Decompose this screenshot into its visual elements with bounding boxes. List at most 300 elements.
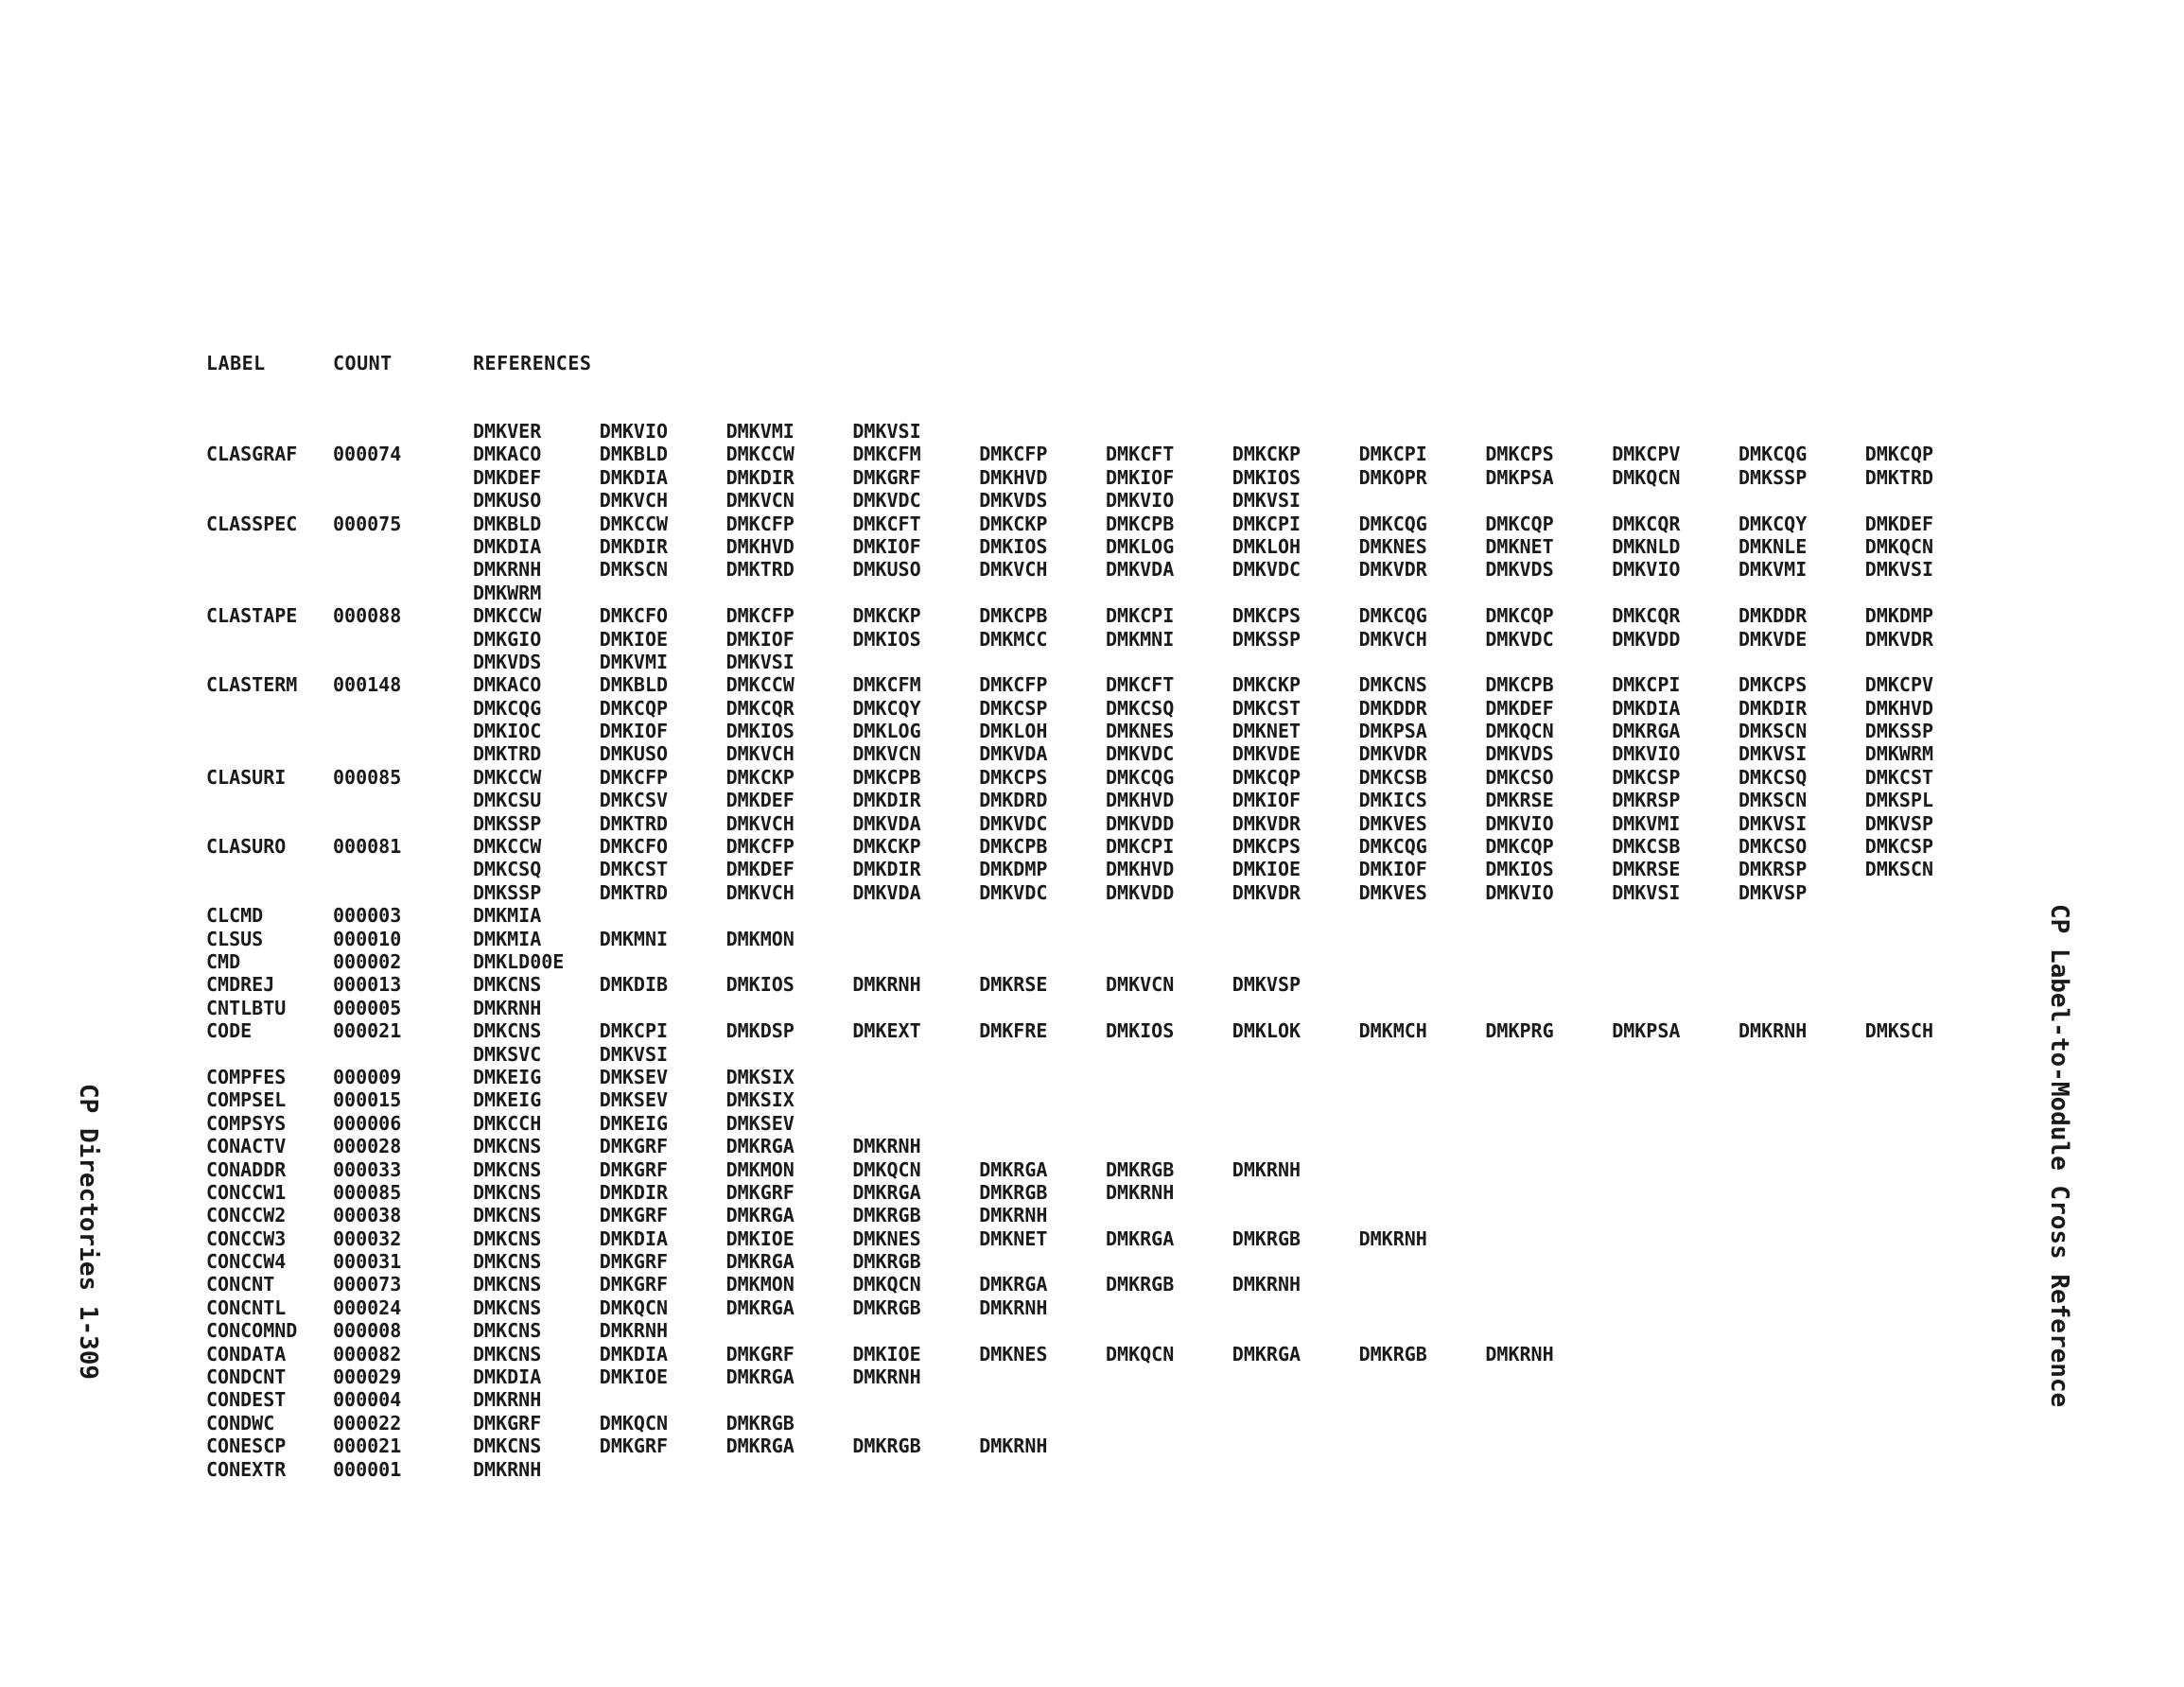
row-reference: DMKCQG [1358,604,1427,628]
row-reference: DMKIOS [1485,858,1554,881]
row-count: 000021 [333,1019,402,1043]
header-label: LABEL [206,352,266,374]
row-reference: DMKQCN [599,1411,669,1435]
row-reference: DMKDIR [599,534,669,558]
row-reference: DMKRNH [599,1319,669,1343]
row-reference: DMKIOF [599,720,669,743]
row-reference: DMKIOE [725,1226,795,1250]
row-label: CLASGRAF [206,443,298,466]
cross-reference-table [206,420,1984,1481]
table-row [206,1412,1984,1435]
row-reference: DMKSSP [1232,627,1302,651]
row-reference: DMKCFM [852,673,921,697]
side-title-right: CP Label-to-Module Cross Reference [2045,904,2073,1408]
row-label: CLASURI [206,765,287,789]
row-reference: DMKVDR [1358,742,1427,766]
row-label: COMPFES [206,1065,287,1088]
row-reference: DMKCFT [1106,673,1175,697]
row-reference: DMKRNH [1232,1157,1302,1181]
row-reference: DMKIOS [725,973,795,997]
row-reference: DMKDIA [599,1342,669,1365]
row-count: 000031 [333,1250,402,1274]
row-reference: DMKRGB [852,1296,921,1319]
row-reference: DMKIOF [1232,789,1302,812]
row-reference: DMKSCN [1864,858,1934,881]
row-reference: DMKPSA [1358,720,1427,743]
row-reference: DMKCQR [1612,512,1681,535]
row-reference: DMKTRD [473,742,542,766]
row-reference: DMKCPB [852,765,921,789]
row-reference: DMKMON [725,927,795,950]
row-reference: DMKVDS [473,650,542,673]
row-reference: DMKCNS [473,1019,542,1043]
row-reference: DMKPSA [1485,465,1554,489]
row-reference: DMKMCC [979,627,1048,651]
row-reference: DMKVSP [1232,973,1302,997]
row-reference: DMKQCN [1864,534,1934,558]
row-count: 000074 [333,443,402,466]
row-reference: DMKHVD [1106,858,1175,881]
row-count: 000004 [333,1388,402,1412]
row-reference: DMKCSO [1738,835,1808,859]
row-count: 000028 [333,1135,402,1158]
row-reference: DMKIOF [852,534,921,558]
table-row [206,466,1984,489]
row-reference: DMKCSQ [1738,765,1808,789]
row-reference: DMKVCH [1358,627,1427,651]
row-reference: DMKCCW [473,835,542,859]
row-reference: DMKRNH [1485,1342,1554,1365]
row-reference: DMKDIR [725,465,795,489]
row-reference: DMKIOE [599,627,669,651]
row-reference: DMKIOF [1106,465,1175,489]
row-label: CLCMD [206,904,264,928]
table-row [206,628,1984,651]
row-reference: DMKVSI [1738,742,1808,766]
row-count: 000002 [333,949,402,973]
row-label: CONADDR [206,1157,287,1181]
row-reference: DMKMNI [1106,627,1175,651]
row-label: CONDCNT [206,1365,287,1389]
row-reference: DMKCSQ [473,858,542,881]
row-reference: DMKVMI [725,420,795,443]
table-row [206,1388,1984,1411]
row-label: CONCNTL [206,1296,287,1319]
row-reference: DMKPRG [1485,1019,1554,1043]
table-row [206,1181,1984,1204]
row-reference: DMKCNS [473,1250,542,1274]
row-reference: DMKDEF [725,789,795,812]
table-row [206,697,1984,720]
row-reference: DMKLOH [979,720,1048,743]
table-row [206,835,1984,858]
row-reference: DMKIOF [1358,858,1427,881]
row-reference: DMKQCN [1612,465,1681,489]
row-reference: DMKVCN [1106,973,1175,997]
row-reference: DMKHVD [1864,696,1934,720]
row-reference: DMKIOE [1232,858,1302,881]
table-row [206,513,1984,535]
table-row [206,558,1984,581]
row-reference: DMKSVC [473,1042,542,1066]
row-reference: DMKVDC [1106,742,1175,766]
row-reference: DMKRNH [473,996,542,1019]
row-reference: DMKCPS [979,765,1048,789]
row-reference: DMKGIO [473,627,542,651]
row-reference: DMKDIR [852,858,921,881]
row-reference: DMKCNS [473,1157,542,1181]
row-reference: DMKRNH [1738,1019,1808,1043]
row-reference: DMKMIA [473,904,542,928]
row-count: 000038 [333,1204,402,1227]
row-reference: DMKCSP [979,696,1048,720]
row-reference: DMKVDA [1106,558,1175,582]
row-reference: DMKCPS [1738,673,1808,697]
table-row [206,904,1984,927]
row-reference: DMKQCN [852,1157,921,1181]
row-label: CLASTERM [206,673,298,697]
row-reference: DMKQCN [599,1296,669,1319]
row-reference: DMKVSI [1738,811,1808,835]
row-reference: DMKDIR [852,789,921,812]
row-reference: DMKVES [1358,880,1427,904]
table-row [206,742,1984,765]
row-reference: DMKCPI [1106,835,1175,859]
row-reference: DMKUSO [852,558,921,582]
table-row [206,604,1984,627]
row-reference: DMKRGB [1106,1157,1175,1181]
row-reference: DMKOPR [1358,465,1427,489]
row-reference: DMKGRF [725,1342,795,1365]
row-reference: DMKVDC [979,880,1048,904]
row-reference: DMKCFP [979,673,1048,697]
row-count: 000075 [333,512,402,535]
row-reference: DMKIOS [979,534,1048,558]
row-reference: DMKRNH [1358,1226,1427,1250]
row-reference: DMKCNS [473,1180,542,1204]
row-reference: DMKUSO [599,742,669,766]
row-reference: DMKCCH [473,1111,542,1135]
row-reference: DMKCPI [1612,673,1681,697]
row-reference: DMKTRD [725,558,795,582]
row-reference: DMKVSI [852,420,921,443]
row-reference: DMKRGB [725,1411,795,1435]
table-row [206,1158,1984,1181]
row-reference: DMKACO [473,443,542,466]
row-count: 000085 [333,765,402,789]
table-row [206,1135,1984,1157]
row-reference: DMKVDE [1232,742,1302,766]
row-reference: DMKCQP [1485,835,1554,859]
row-reference: DMKSCN [1738,789,1808,812]
row-reference: DMKEIG [599,1111,669,1135]
row-count: 000148 [333,673,402,697]
row-reference: DMKCFP [725,604,795,628]
row-reference: DMKRGA [725,1296,795,1319]
row-reference: DMKRGA [725,1204,795,1227]
table-row [206,950,1984,973]
row-reference: DMKWRM [1864,742,1934,766]
row-reference: DMKNLD [1612,534,1681,558]
row-reference: DMKCPI [1358,443,1427,466]
table-row [206,582,1984,604]
row-reference: DMKMON [725,1157,795,1181]
row-reference: DMKGRF [599,1157,669,1181]
row-reference: DMKVIO [1106,489,1175,513]
row-reference: DMKRSP [1738,858,1808,881]
row-reference: DMKVIO [1612,742,1681,766]
row-reference: DMKCNS [473,1226,542,1250]
row-reference: DMKRGB [852,1204,921,1227]
row-label: CONCOMND [206,1319,298,1343]
row-reference: DMKVMI [599,650,669,673]
row-reference: DMKCQP [599,696,669,720]
row-reference: DMKVDS [979,489,1048,513]
row-reference: DMKLD00E [473,949,565,973]
row-reference: DMKVDC [979,811,1048,835]
table-row [206,1066,1984,1088]
row-reference: DMKLOH [1232,534,1302,558]
row-count: 000022 [333,1411,402,1435]
row-reference: DMKCCW [473,604,542,628]
row-reference: DMKRGB [852,1435,921,1458]
row-reference: DMKCQG [1738,443,1808,466]
row-reference: DMKQCN [1106,1342,1175,1365]
table-row [206,1112,1984,1135]
row-reference: DMKVIO [1485,811,1554,835]
row-count: 000015 [333,1088,402,1112]
row-reference: DMKGRF [473,1411,542,1435]
row-reference: DMKVCH [725,811,795,835]
row-reference: DMKEXT [852,1019,921,1043]
row-reference: DMKRGA [979,1273,1048,1296]
row-label: CLSUS [206,927,264,950]
row-reference: DMKRGB [979,1180,1048,1204]
row-reference: DMKSIX [725,1088,795,1112]
row-reference: DMKCKP [852,604,921,628]
row-reference: DMKRGA [725,1135,795,1158]
row-reference: DMKDEF [1864,512,1934,535]
row-label: CONCCW2 [206,1204,287,1227]
row-reference: DMKDMP [979,858,1048,881]
row-reference: DMKLOG [1106,534,1175,558]
row-reference: DMKCCW [599,512,669,535]
row-reference: DMKCNS [473,1435,542,1458]
table-row [206,812,1984,835]
row-label: CONACTV [206,1135,287,1158]
row-reference: DMKCQY [852,696,921,720]
row-reference: DMKCQG [473,696,542,720]
row-reference: DMKVCH [725,742,795,766]
row-reference: DMKNES [1106,720,1175,743]
row-reference: DMKTRD [599,811,669,835]
row-reference: DMKCFT [852,512,921,535]
table-row [206,1273,1984,1296]
row-reference: DMKMON [725,1273,795,1296]
table-row [206,443,1984,465]
row-reference: DMKDIA [599,465,669,489]
row-reference: DMKGRF [599,1135,669,1158]
row-reference: DMKRNH [852,1135,921,1158]
row-reference: DMKVSP [1738,880,1808,904]
row-reference: DMKCFO [599,604,669,628]
row-reference: DMKCPI [1232,512,1302,535]
row-reference: DMKNES [1358,534,1427,558]
row-reference: DMKVDR [1232,880,1302,904]
row-reference: DMKSSP [473,880,542,904]
row-reference: DMKGRF [599,1435,669,1458]
row-reference: DMKRGB [852,1250,921,1274]
row-reference: DMKSEV [599,1065,669,1088]
row-reference: DMKBLD [599,443,669,466]
table-row [206,720,1984,742]
row-count: 000082 [333,1342,402,1365]
row-reference: DMKCSO [1485,765,1554,789]
row-reference: DMKRGA [725,1365,795,1389]
row-reference: DMKVSI [725,650,795,673]
row-reference: DMKEIG [473,1088,542,1112]
row-reference: DMKDIA [473,1365,542,1389]
row-reference: DMKVDS [1485,742,1554,766]
row-reference: DMKCPB [979,835,1048,859]
row-reference: DMKMCH [1358,1019,1427,1043]
row-reference: DMKRNH [979,1435,1048,1458]
row-count: 000032 [333,1226,402,1250]
row-reference: DMKRGB [1106,1273,1175,1296]
row-reference: DMKCCW [725,443,795,466]
row-reference: DMKCQG [1358,512,1427,535]
row-reference: DMKBLD [473,512,542,535]
table-row [206,973,1984,996]
row-reference: DMKVCH [979,558,1048,582]
row-reference: DMKRGA [725,1250,795,1274]
row-label: COMPSEL [206,1088,287,1112]
row-count: 000003 [333,904,402,928]
row-reference: DMKIOE [852,1342,921,1365]
row-label: CMDREJ [206,973,275,997]
row-reference: DMKUSO [473,489,542,513]
row-reference: DMKCPV [1612,443,1681,466]
row-reference: DMKCSQ [1106,696,1175,720]
row-reference: DMKRGB [1358,1342,1427,1365]
row-reference: DMKVCN [725,489,795,513]
row-reference: DMKGRF [852,465,921,489]
table-row [206,420,1984,443]
row-reference: DMKRNH [1106,1180,1175,1204]
row-count: 000010 [333,927,402,950]
row-reference: DMKVER [473,420,542,443]
row-reference: DMKDIR [1738,696,1808,720]
table-row [206,535,1984,558]
row-reference: DMKCKP [852,835,921,859]
table-row [206,997,1984,1019]
row-reference: DMKCNS [473,1273,542,1296]
row-reference: DMKACO [473,673,542,697]
row-reference: DMKDMP [1864,604,1934,628]
row-reference: DMKHVD [979,465,1048,489]
row-reference: DMKNES [979,1342,1048,1365]
row-reference: DMKCSP [1612,765,1681,789]
row-reference: DMKCST [1232,696,1302,720]
row-reference: DMKTRD [599,880,669,904]
row-reference: DMKCSB [1612,835,1681,859]
row-reference: DMKSCN [1738,720,1808,743]
row-reference: DMKVDE [1738,627,1808,651]
table-row [206,1365,1984,1388]
header-count: COUNT [333,352,393,374]
row-reference: DMKRGA [1106,1226,1175,1250]
row-reference: DMKVCN [852,742,921,766]
row-reference: DMKVIO [1485,880,1554,904]
row-reference: DMKCFM [852,443,921,466]
row-label: CONDEST [206,1388,287,1412]
row-reference: DMKVDD [1106,880,1175,904]
row-count: 000005 [333,996,402,1019]
table-row [206,1227,1984,1250]
row-reference: DMKCFP [979,443,1048,466]
row-reference: DMKQCN [1485,720,1554,743]
row-reference: DMKEIG [473,1065,542,1088]
row-reference: DMKDDR [1358,696,1427,720]
row-reference: DMKVMI [1612,811,1681,835]
row-reference: DMKCPB [1485,673,1554,697]
table-row [206,1088,1984,1111]
row-reference: DMKIOF [725,627,795,651]
row-reference: DMKCQP [1485,604,1554,628]
row-reference: DMKGRF [599,1250,669,1274]
row-reference: DMKCNS [473,1319,542,1343]
row-reference: DMKRNH [473,1388,542,1412]
row-reference: DMKRNH [473,558,542,582]
row-reference: DMKNET [1232,720,1302,743]
row-reference: DMKCSV [599,789,669,812]
row-reference: DMKCKP [1232,673,1302,697]
row-reference: DMKRNH [852,1365,921,1389]
row-reference: DMKVDS [1485,558,1554,582]
row-reference: DMKDEF [725,858,795,881]
table-row [206,673,1984,696]
row-reference: DMKTRD [1864,465,1934,489]
row-reference: DMKRGA [852,1180,921,1204]
row-reference: DMKCSB [1358,765,1427,789]
table-row [206,789,1984,811]
row-reference: DMKCQR [1612,604,1681,628]
row-reference: DMKRGB [1232,1226,1302,1250]
row-reference: DMKCPI [1106,604,1175,628]
row-reference: DMKCQG [1358,835,1427,859]
row-reference: DMKCCW [473,765,542,789]
row-reference: DMKCPS [1485,443,1554,466]
row-reference: DMKSIX [725,1065,795,1088]
row-reference: DMKHVD [725,534,795,558]
row-reference: DMKRSE [1612,858,1681,881]
row-reference: DMKCNS [473,1135,542,1158]
row-reference: DMKCQG [1106,765,1175,789]
row-reference: DMKDIA [1612,696,1681,720]
row-reference: DMKIOE [599,1365,669,1389]
row-reference: DMKCSP [1864,835,1934,859]
row-reference: DMKRNH [979,1296,1048,1319]
row-reference: DMKVDC [1485,627,1554,651]
row-reference: DMKDEF [473,465,542,489]
row-reference: DMKCQY [1738,512,1808,535]
row-reference: DMKLOG [852,720,921,743]
row-label: COMPSYS [206,1111,287,1135]
table-row [206,651,1984,673]
row-label: CLASSPEC [206,512,298,535]
row-label: CONDWC [206,1411,275,1435]
row-reference: DMKRSE [979,973,1048,997]
